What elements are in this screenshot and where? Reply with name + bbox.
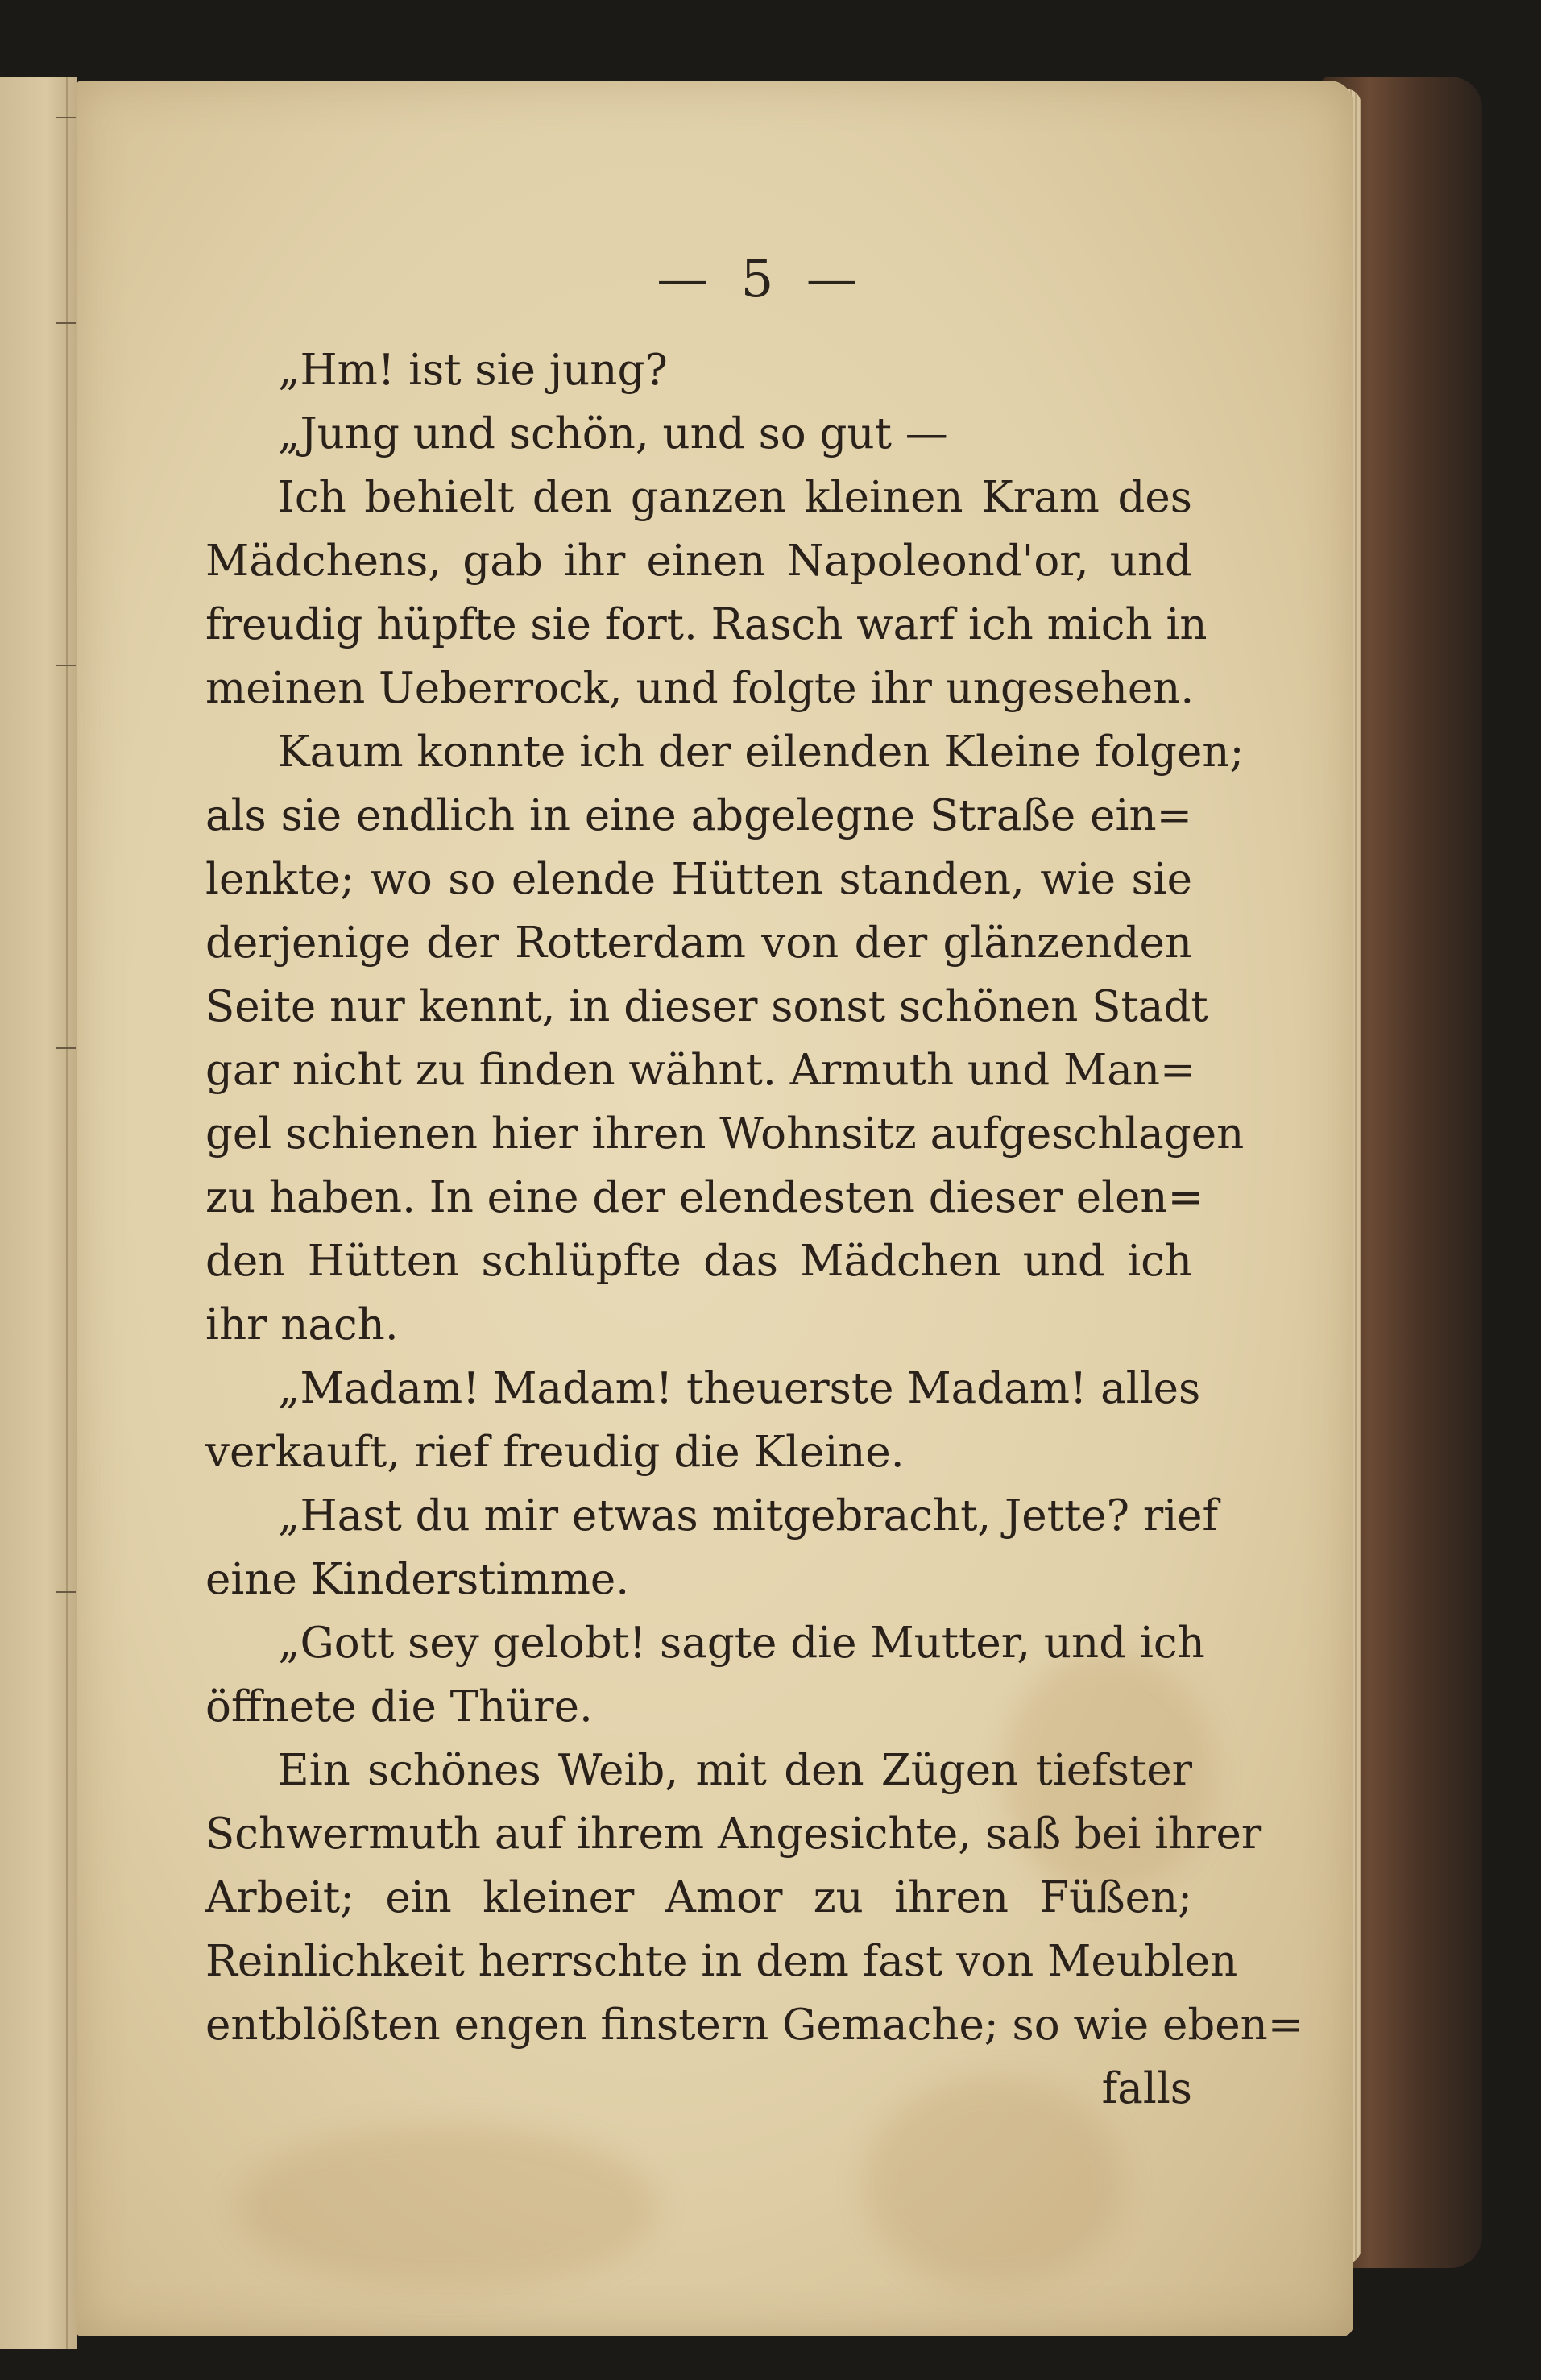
text-line: Reinlichkeit herrschte in dem fast von Meublen xyxy=(205,1937,1238,1986)
book-page xyxy=(77,81,1353,2336)
text-line: falls xyxy=(1101,2064,1192,2113)
text-line: zu haben. In eine der elendesten dieser elen= xyxy=(205,1173,1203,1222)
text-line: Schwermuth auf ihrem Angesichte, saß bei ihrer xyxy=(205,1810,1262,1859)
text-line: gel schienen hier ihren Wohnsitz aufgeschlagen xyxy=(205,1109,1245,1159)
text-line: öffnete die Thüre. xyxy=(205,1682,593,1731)
text-line: den Hütten schlüpfte das Mädchen und ich xyxy=(205,1237,1192,1286)
text-line: „Hast du mir etwas mitgebracht, Jette? rief xyxy=(278,1491,1219,1540)
text-line: „Hm! ist sie jung? xyxy=(278,346,668,395)
facing-page-fold-line xyxy=(66,77,68,2349)
text-line: ihr nach. xyxy=(205,1300,399,1350)
text-line: entblößten engen finstern Gemache; so wie eben= xyxy=(205,2001,1304,2050)
text-line: verkauft, rief freudig die Kleine. xyxy=(205,1428,905,1477)
facing-page-edge xyxy=(0,77,77,2349)
page-number: — 5 — xyxy=(657,250,866,309)
text-line: eine Kinderstimme. xyxy=(205,1555,630,1604)
margin-mark xyxy=(56,322,76,324)
margin-mark xyxy=(56,117,76,118)
text-line: Ein schönes Weib, mit den Zügen tiefster xyxy=(278,1746,1192,1795)
text-line: derjenige der Rotterdam von der glänzenden xyxy=(205,918,1192,968)
margin-mark xyxy=(56,665,76,666)
text-line: Mädchens, gab ihr einen Napoleond'or, und xyxy=(205,537,1192,586)
text-line: als sie endlich in eine abgelegne Straße ein= xyxy=(205,791,1192,840)
text-line: „Madam! Madam! theuerste Madam! alles xyxy=(278,1364,1201,1413)
margin-mark xyxy=(56,1591,76,1593)
body-text xyxy=(205,338,1304,2304)
text-line: „Jung und schön, und so gut — xyxy=(278,409,948,458)
text-line: Seite nur kennt, in dieser sonst schönen Stadt xyxy=(205,982,1208,1031)
text-line: gar nicht zu finden wähnt. Armuth und Man= xyxy=(205,1046,1196,1095)
text-line: meinen Ueberrock, und folgte ihr ungesehen. xyxy=(205,664,1195,713)
text-line: „Gott sey gelobt! sagte die Mutter, und ich xyxy=(278,1619,1205,1668)
text-line: Kaum konnte ich der eilenden Kleine folgen; xyxy=(278,728,1245,777)
text-line: Arbeit; ein kleiner Amor zu ihren Füßen; xyxy=(205,1873,1192,1922)
text-line: freudig hüpfte sie fort. Rasch warf ich mich in xyxy=(205,600,1208,649)
text-line: lenkte; wo so elende Hütten standen, wie sie xyxy=(205,855,1192,904)
text-line: Ich behielt den ganzen kleinen Kram des xyxy=(278,473,1192,522)
margin-mark xyxy=(56,1047,76,1049)
